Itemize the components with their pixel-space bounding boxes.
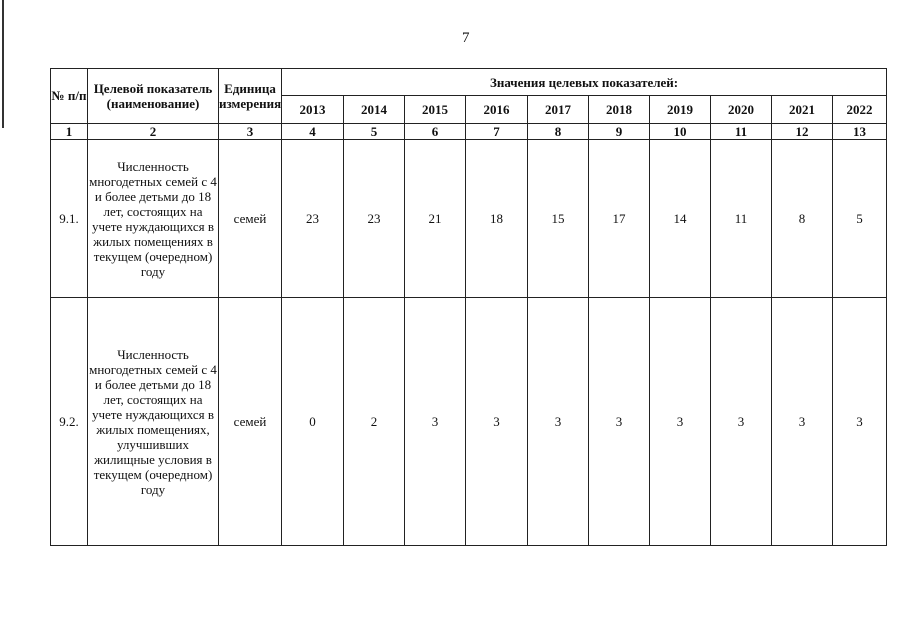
column-number: 7 [466,123,528,139]
row-number: 9.1. [51,140,88,298]
row-number: 9.2. [51,298,88,546]
value-cell: 23 [282,140,344,298]
page-number: 7 [462,30,470,46]
column-number: 12 [772,123,833,139]
column-number: 3 [219,123,282,139]
value-cell: 3 [772,298,833,546]
value-cell: 0 [282,298,344,546]
year-cell: 2014 [344,96,405,123]
value-cell: 17 [589,140,650,298]
value-cell: 3 [466,298,528,546]
header-values-group: Значения целевых показателей: [282,69,887,96]
column-number: 6 [405,123,466,139]
header-name: Целевой показатель (наименование) [88,69,219,124]
unit: семей [219,140,282,298]
year-cell: 2018 [589,96,650,123]
value-cell: 3 [405,298,466,546]
year-cell: 2021 [772,96,833,123]
unit: семей [219,298,282,546]
header-unit: Единица измерения [219,69,282,124]
column-number: 10 [650,123,711,139]
value-cell: 3 [528,298,589,546]
header-row [51,69,887,96]
value-cell: 2 [344,298,405,546]
year-cell: 2016 [466,96,528,123]
value-cell: 14 [650,140,711,298]
value-cell: 3 [833,298,887,546]
column-number: 13 [833,123,887,139]
year-cell: 2013 [282,96,344,123]
margin-rule [2,0,4,128]
column-number: 2 [88,123,219,139]
value-cell: 21 [405,140,466,298]
table-row [51,298,887,546]
year-cell: 2020 [711,96,772,123]
column-number-row [51,123,887,139]
value-cell: 5 [833,140,887,298]
year-cell: 2019 [650,96,711,123]
column-number: 5 [344,123,405,139]
column-number: 4 [282,123,344,139]
value-cell: 11 [711,140,772,298]
header-num: № п/п [51,69,88,124]
column-number: 8 [528,123,589,139]
year-cell: 2022 [833,96,887,123]
column-number: 9 [589,123,650,139]
column-number: 11 [711,123,772,139]
value-cell: 18 [466,140,528,298]
indicators-table [50,68,887,546]
table-row [51,140,887,298]
column-number: 1 [51,123,88,139]
value-cell: 8 [772,140,833,298]
value-cell: 3 [589,298,650,546]
indicator-name: Численность многодетных семей с 4 и более детьми до 18 лет, состоящих на учете нуждающихся в жилых помещениях в текущем (очередном) году [88,140,219,298]
value-cell: 3 [650,298,711,546]
year-cell: 2017 [528,96,589,123]
year-cell: 2015 [405,96,466,123]
value-cell: 23 [344,140,405,298]
indicator-name: Численность многодетных семей с 4 и более детьми до 18 лет, состоящих на учете нуждающихся в жилых помещениях, улучшивших жилищные условия в текущем (очередном) году [88,298,219,546]
value-cell: 15 [528,140,589,298]
value-cell: 3 [711,298,772,546]
